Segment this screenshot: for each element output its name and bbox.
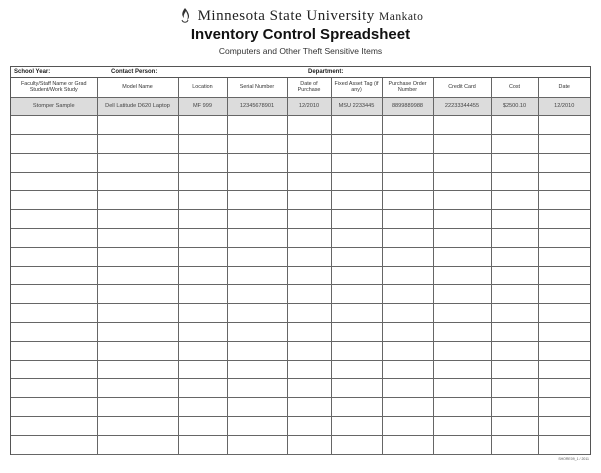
spreadsheet-frame — [10, 66, 591, 455]
table-cell[interactable] — [11, 360, 97, 379]
sample-cell: MSU 2233445 — [331, 97, 382, 116]
table-cell[interactable] — [538, 417, 590, 436]
table-cell[interactable] — [97, 266, 178, 285]
table-cell[interactable] — [538, 153, 590, 172]
table-cell[interactable] — [178, 379, 227, 398]
table-cell[interactable] — [491, 341, 538, 360]
table-cell[interactable] — [227, 304, 287, 323]
table-cell[interactable] — [97, 135, 178, 154]
table-cell[interactable] — [382, 398, 433, 417]
table-cell[interactable] — [491, 379, 538, 398]
table-cell[interactable] — [11, 379, 97, 398]
table-cell[interactable] — [11, 266, 97, 285]
table-cell[interactable] — [331, 153, 382, 172]
table-cell[interactable] — [178, 323, 227, 342]
table-cell[interactable] — [287, 398, 331, 417]
table-row — [11, 135, 590, 154]
sample-cell: $2500.10 — [491, 97, 538, 116]
table-cell[interactable] — [331, 304, 382, 323]
table-row — [11, 398, 590, 417]
table-cell[interactable] — [97, 360, 178, 379]
sample-cell: 12/2010 — [287, 97, 331, 116]
table-cell[interactable] — [11, 153, 97, 172]
table-cell[interactable] — [97, 398, 178, 417]
form-code: SHORE09_1 / 2011 — [558, 457, 589, 461]
table-cell[interactable] — [287, 247, 331, 266]
university-flame-logo-icon — [178, 7, 192, 25]
table-cell[interactable] — [178, 266, 227, 285]
table-cell[interactable] — [382, 341, 433, 360]
info-row — [11, 67, 590, 78]
table-cell[interactable] — [491, 116, 538, 135]
table-cell[interactable] — [227, 360, 287, 379]
table-cell[interactable] — [11, 435, 97, 454]
table-row — [11, 379, 590, 398]
school-year-label: School Year: — [14, 69, 51, 75]
table-cell[interactable] — [227, 247, 287, 266]
university-suffix: Mankato — [379, 10, 424, 23]
table-cell[interactable] — [287, 417, 331, 436]
table-cell[interactable] — [491, 135, 538, 154]
table-cell[interactable] — [538, 229, 590, 248]
table-row — [11, 210, 590, 229]
table-cell[interactable] — [227, 210, 287, 229]
table-cell[interactable] — [382, 304, 433, 323]
table-cell[interactable] — [227, 153, 287, 172]
table-cell[interactable] — [538, 285, 590, 304]
table-cell[interactable] — [287, 379, 331, 398]
table-cell[interactable] — [97, 417, 178, 436]
table-cell[interactable] — [491, 285, 538, 304]
table-cell[interactable] — [287, 435, 331, 454]
table-cell[interactable] — [491, 304, 538, 323]
table-cell[interactable] — [538, 304, 590, 323]
table-cell[interactable] — [287, 135, 331, 154]
column-header: Model Name — [97, 78, 178, 97]
table-row — [11, 172, 590, 191]
table-row — [11, 285, 590, 304]
table-cell[interactable] — [227, 172, 287, 191]
table-row — [11, 341, 590, 360]
table-cell[interactable] — [178, 360, 227, 379]
table-cell[interactable] — [227, 417, 287, 436]
table-cell[interactable] — [382, 135, 433, 154]
table-row — [11, 323, 590, 342]
table-cell[interactable] — [287, 323, 331, 342]
column-header: Cost — [491, 78, 538, 97]
table-cell[interactable] — [538, 266, 590, 285]
table-cell[interactable] — [227, 285, 287, 304]
table-cell[interactable] — [491, 247, 538, 266]
table-cell[interactable] — [97, 172, 178, 191]
table-row — [11, 266, 590, 285]
table-cell[interactable] — [491, 398, 538, 417]
table-cell[interactable] — [433, 341, 491, 360]
table-cell[interactable] — [178, 435, 227, 454]
table-cell[interactable] — [331, 398, 382, 417]
table-cell[interactable] — [491, 323, 538, 342]
column-header: Faculty/Staff Name or Grad Student/Work Study — [11, 78, 97, 97]
table-cell[interactable] — [331, 266, 382, 285]
table-cell[interactable] — [331, 229, 382, 248]
table-cell[interactable] — [178, 135, 227, 154]
table-cell[interactable] — [178, 417, 227, 436]
table-cell[interactable] — [287, 285, 331, 304]
table-cell[interactable] — [227, 323, 287, 342]
contact-person-label: Contact Person: — [111, 69, 158, 75]
table-row — [11, 435, 590, 454]
table-cell[interactable] — [433, 153, 491, 172]
university-name — [198, 8, 424, 25]
table-cell[interactable] — [491, 191, 538, 210]
table-row — [11, 247, 590, 266]
table-cell[interactable] — [97, 285, 178, 304]
table-cell[interactable] — [538, 247, 590, 266]
table-cell[interactable] — [491, 435, 538, 454]
page-title: Inventory Control Spreadsheet — [190, 26, 411, 43]
table-body — [11, 97, 590, 454]
table-cell[interactable] — [538, 341, 590, 360]
table-cell[interactable] — [97, 116, 178, 135]
table-cell[interactable] — [97, 341, 178, 360]
table-cell[interactable] — [227, 135, 287, 154]
table-row — [11, 229, 590, 248]
table-cell[interactable] — [491, 360, 538, 379]
column-header: Date — [538, 78, 590, 97]
table-cell[interactable] — [382, 229, 433, 248]
table-cell[interactable] — [433, 435, 491, 454]
table-cell[interactable] — [538, 191, 590, 210]
table-cell[interactable] — [382, 435, 433, 454]
table-cell[interactable] — [227, 341, 287, 360]
table-cell[interactable] — [97, 379, 178, 398]
table-cell[interactable] — [491, 210, 538, 229]
column-header: Purchase Order Number — [382, 78, 433, 97]
table-cell[interactable] — [491, 172, 538, 191]
department-label: Department: — [308, 69, 344, 75]
table-cell[interactable] — [287, 210, 331, 229]
table-cell[interactable] — [433, 229, 491, 248]
table-cell[interactable] — [538, 360, 590, 379]
table-cell[interactable] — [11, 285, 97, 304]
table-row — [11, 360, 590, 379]
column-header: Credit Card — [433, 78, 491, 97]
table-cell[interactable] — [287, 191, 331, 210]
table-cell[interactable] — [11, 191, 97, 210]
table-cell[interactable] — [178, 191, 227, 210]
table-cell[interactable] — [538, 210, 590, 229]
table-cell[interactable] — [433, 191, 491, 210]
table-cell[interactable] — [97, 210, 178, 229]
table-cell[interactable] — [97, 435, 178, 454]
table-cell[interactable] — [97, 304, 178, 323]
table-cell[interactable] — [11, 304, 97, 323]
table-cell[interactable] — [433, 266, 491, 285]
table-cell[interactable] — [382, 360, 433, 379]
table-cell[interactable] — [11, 116, 97, 135]
table-cell[interactable] — [178, 172, 227, 191]
table-cell[interactable] — [287, 172, 331, 191]
table-row — [11, 116, 590, 135]
table-cell[interactable] — [382, 210, 433, 229]
column-header: Date of Purchase — [287, 78, 331, 97]
table-cell[interactable] — [491, 153, 538, 172]
table-cell[interactable] — [11, 172, 97, 191]
table-cell[interactable] — [287, 304, 331, 323]
table-cell[interactable] — [382, 172, 433, 191]
table-cell[interactable] — [382, 247, 433, 266]
table-cell[interactable] — [382, 323, 433, 342]
table-cell[interactable] — [382, 266, 433, 285]
column-header: Location — [178, 78, 227, 97]
sample-cell: Dell Latitude D620 Laptop — [97, 97, 178, 116]
table-cell[interactable] — [178, 116, 227, 135]
table-cell[interactable] — [97, 229, 178, 248]
table-cell[interactable] — [491, 266, 538, 285]
table-cell[interactable] — [11, 135, 97, 154]
table-cell[interactable] — [227, 398, 287, 417]
sample-cell: Stomper Sample — [11, 97, 97, 116]
table-row — [11, 417, 590, 436]
table-cell[interactable] — [331, 285, 382, 304]
table-cell[interactable] — [331, 435, 382, 454]
table-cell[interactable] — [433, 285, 491, 304]
table-cell[interactable] — [433, 304, 491, 323]
table-cell[interactable] — [433, 323, 491, 342]
table-cell[interactable] — [178, 304, 227, 323]
table-cell[interactable] — [227, 435, 287, 454]
table-cell[interactable] — [331, 135, 382, 154]
university-line — [0, 6, 601, 26]
inventory-table — [11, 78, 590, 455]
table-cell[interactable] — [331, 172, 382, 191]
sample-cell: 12/2010 — [538, 97, 590, 116]
table-cell[interactable] — [331, 191, 382, 210]
table-cell[interactable] — [11, 247, 97, 266]
table-cell[interactable] — [382, 153, 433, 172]
table-cell[interactable] — [331, 341, 382, 360]
table-cell[interactable] — [331, 379, 382, 398]
university-main: Minnesota State University — [197, 7, 375, 24]
table-cell[interactable] — [538, 116, 590, 135]
table-cell[interactable] — [538, 135, 590, 154]
table-cell[interactable] — [178, 153, 227, 172]
table-cell[interactable] — [331, 116, 382, 135]
table-cell[interactable] — [433, 360, 491, 379]
table-cell[interactable] — [382, 191, 433, 210]
table-cell[interactable] — [382, 285, 433, 304]
table-cell[interactable] — [382, 116, 433, 135]
table-cell[interactable] — [331, 417, 382, 436]
table-cell[interactable] — [97, 323, 178, 342]
table-cell[interactable] — [382, 379, 433, 398]
table-cell[interactable] — [178, 247, 227, 266]
table-cell[interactable] — [433, 116, 491, 135]
table-cell[interactable] — [287, 229, 331, 248]
page-subtitle: Computers and Other Theft Sensitive Items — [218, 46, 383, 56]
table-cell[interactable] — [433, 398, 491, 417]
sample-cell: 22233344455 — [433, 97, 491, 116]
table-cell[interactable] — [97, 247, 178, 266]
table-cell[interactable] — [227, 266, 287, 285]
table-cell[interactable] — [331, 247, 382, 266]
table-cell[interactable] — [433, 247, 491, 266]
sample-cell: MF 999 — [178, 97, 227, 116]
table-cell[interactable] — [227, 191, 287, 210]
table-cell[interactable] — [178, 210, 227, 229]
table-cell[interactable] — [227, 229, 287, 248]
table-cell[interactable] — [227, 116, 287, 135]
table-cell[interactable] — [433, 210, 491, 229]
sample-cell: 8899889988 — [382, 97, 433, 116]
table-cell[interactable] — [538, 398, 590, 417]
table-cell[interactable] — [538, 379, 590, 398]
table-cell[interactable] — [11, 341, 97, 360]
table-cell[interactable] — [433, 172, 491, 191]
table-cell[interactable] — [491, 229, 538, 248]
table-row — [11, 191, 590, 210]
column-header: Fixed Asset Tag (if any) — [331, 78, 382, 97]
table-cell[interactable] — [11, 398, 97, 417]
table-cell[interactable] — [433, 135, 491, 154]
table-header-row — [11, 78, 590, 97]
column-header: Serial Number — [227, 78, 287, 97]
table-cell[interactable] — [178, 341, 227, 360]
table-cell[interactable] — [433, 417, 491, 436]
table-cell[interactable] — [287, 266, 331, 285]
table-row — [11, 304, 590, 323]
table-cell[interactable] — [11, 229, 97, 248]
table-cell[interactable] — [11, 210, 97, 229]
page-header — [0, 0, 601, 62]
table-cell[interactable] — [11, 417, 97, 436]
table-cell[interactable] — [287, 341, 331, 360]
table-cell[interactable] — [227, 379, 287, 398]
table-cell[interactable] — [331, 210, 382, 229]
table-cell[interactable] — [97, 153, 178, 172]
table-cell[interactable] — [178, 229, 227, 248]
table-cell[interactable] — [433, 379, 491, 398]
table-cell[interactable] — [538, 172, 590, 191]
table-cell[interactable] — [491, 417, 538, 436]
table-cell[interactable] — [178, 398, 227, 417]
table-cell[interactable] — [178, 285, 227, 304]
table-cell[interactable] — [287, 360, 331, 379]
sample-cell: 12345678901 — [227, 97, 287, 116]
table-cell[interactable] — [382, 417, 433, 436]
table-cell[interactable] — [97, 191, 178, 210]
table-cell[interactable] — [331, 360, 382, 379]
table-cell[interactable] — [287, 153, 331, 172]
table-row — [11, 153, 590, 172]
sample-row — [11, 97, 590, 116]
table-cell[interactable] — [287, 116, 331, 135]
table-cell[interactable] — [331, 323, 382, 342]
table-cell[interactable] — [11, 323, 97, 342]
table-cell[interactable] — [538, 323, 590, 342]
table-cell[interactable] — [538, 435, 590, 454]
